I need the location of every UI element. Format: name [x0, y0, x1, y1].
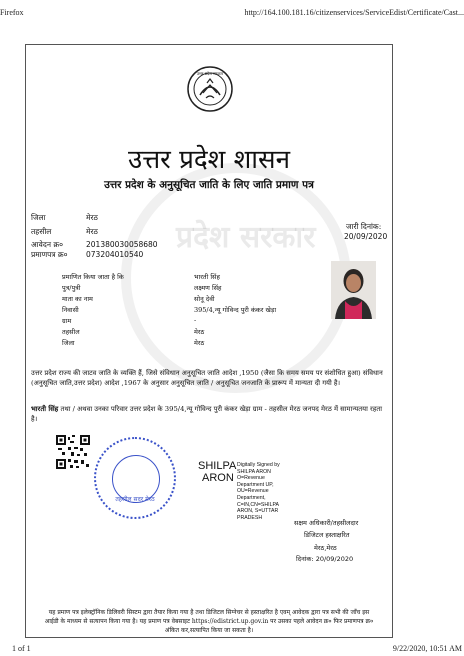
sig-line: ARON, S=UTTAR — [237, 508, 279, 515]
digital-signature-details — [237, 462, 280, 521]
authority-digitally-signed: डिजिटल हस्ताक्षरित — [304, 531, 350, 539]
signer-name-line2: ARON — [202, 472, 234, 484]
detail-label: जिला — [62, 339, 75, 347]
district-value: मेरठ — [86, 213, 98, 222]
footer-line: आईडी के माध्यम से सत्यापन किया गया है। यह प्रमाण पत्र वेबसाइट https://edistrict.up.gov.in पर उसका पहले आवेदन क्र० फिर प्रमाणपत्र क्र० — [44, 618, 374, 625]
sig-line: PRADESH — [237, 514, 263, 521]
certificate-sheet — [25, 44, 393, 638]
certificate-number-label: प्रमाणपत्र क्र० — [31, 250, 68, 259]
qr-code-icon — [56, 435, 90, 469]
detail-label: तहसील — [62, 328, 80, 336]
detail-value: मेरठ — [194, 339, 205, 347]
district-label: जिला — [31, 213, 46, 222]
page-count: 1 of 1 — [12, 644, 31, 653]
detail-label: माता का नाम — [62, 295, 93, 303]
sig-line: C=IN,CN=SHILPA — [237, 501, 279, 508]
applicant-photo — [331, 261, 376, 319]
tehsil-label: तहसील — [31, 227, 52, 236]
application-number: 201380030058680 — [86, 240, 158, 249]
person-photo-icon — [331, 261, 376, 319]
sig-line: Digitally Signed by — [237, 462, 280, 468]
browser-app-name: Firefox — [0, 8, 24, 17]
issue-date-value: 20/09/2020 — [344, 232, 388, 241]
detail-value: - — [194, 316, 197, 324]
sig-line: O=Revenue — [237, 475, 265, 482]
seal-text: तहसील सदर मेरठ — [115, 496, 155, 503]
detail-value: लक्ष्मण सिंह — [194, 284, 222, 292]
issue-date-label: जारी दिनांक: — [346, 222, 382, 231]
detail-value: सोनू देवी — [194, 295, 215, 303]
detail-label: निवासी — [62, 306, 79, 314]
signer-name — [198, 460, 236, 484]
residence-text: तथा / अथवा उनका परिवार उत्तर प्रदेश के 395/4,न्यू गोविन्द पुरी कंकर खेड़ा ग्राम - तहसील मेरठ जनपद मेरठ में सामान्यतया रहता है। — [31, 405, 383, 423]
sig-line: Department UP, — [237, 481, 274, 488]
watermark-emblem — [121, 163, 351, 393]
tehsil-value: मेरठ — [86, 227, 98, 236]
authority-title: सक्षम अधिकारी/तहसीलदार — [294, 519, 359, 527]
footer-line: अंकित कर,सत्यापित किया जा सकता है। — [164, 627, 254, 634]
authority-date-label: दिनांक: — [296, 555, 314, 563]
sig-line: SHILPA ARON — [237, 468, 271, 475]
certificate-title: उत्तर प्रदेश शासन — [127, 145, 291, 175]
detail-label: पुत्र/पुत्री — [62, 284, 81, 292]
signer-name-line1: SHILPA — [198, 460, 237, 472]
watermark-text: प्रदेश सरकार — [176, 220, 316, 255]
residence-paragraph — [31, 405, 387, 424]
sig-line: OU=Revenue — [237, 488, 269, 495]
emblem-label: उत्तर प्रदेश सरकार — [196, 71, 224, 76]
detail-label: ग्राम — [62, 317, 72, 325]
certificate-footer — [30, 608, 388, 635]
sig-line: Department, — [237, 494, 266, 501]
applicant-name: भारती सिंह — [31, 405, 59, 413]
print-datetime: 9/22/2020, 10:51 AM — [392, 644, 462, 653]
detail-value: मेरठ — [194, 328, 205, 336]
authority-date-value: 20/09/2020 — [315, 555, 354, 563]
footer-line: यह प्रमाण पत्र इलेक्ट्रॉनिक डिलिवरी सिस्टम द्वारा तैयार किया गया है तथा डिजिटल सिग्नेचर से हस्ताक्षरित है एवम् आवेदक द्वारा पत्र सभी की जाँच इस — [48, 609, 370, 616]
caste-declaration-paragraph: उत्तर प्रदेश राज्य की जाटव जाति के व्यक्ति हैं, जिसे संविधान अनुसूचित जाति आदेश ,1950 (जैसा कि समय समय पर संशोधित हुआ) संविधान (अनुसूचित जाति,उत्तर प्रदेश) आदेश ,1967 के अनुसार अनुसूचित जाति / अनुसूचित जनजाति के प्रारूप में मान्यता दी गयी है। — [31, 369, 383, 387]
authority-date — [296, 554, 353, 563]
authority-location: मेरठ,मेरठ — [314, 544, 337, 552]
certificate-number: 073204010540 — [86, 250, 144, 259]
detail-value: भारती सिंह — [194, 273, 220, 281]
application-label: आवेदन क्र० — [31, 240, 64, 249]
certificate-subtitle: उत्तर प्रदेश के अनुसूचित जाति के लिए जाति प्रमाण पत्र — [104, 179, 314, 191]
page-url: http://164.100.181.16/citizenservices/ServiceEdist/Certificate/Cast... — [244, 8, 464, 17]
detail-value: 395/4,न्यू गोविन्द पुरी कंकर खेड़ा — [194, 306, 277, 314]
detail-label: प्रमाणित किया जाता है कि — [62, 273, 124, 281]
tehsil-seal — [94, 437, 176, 519]
